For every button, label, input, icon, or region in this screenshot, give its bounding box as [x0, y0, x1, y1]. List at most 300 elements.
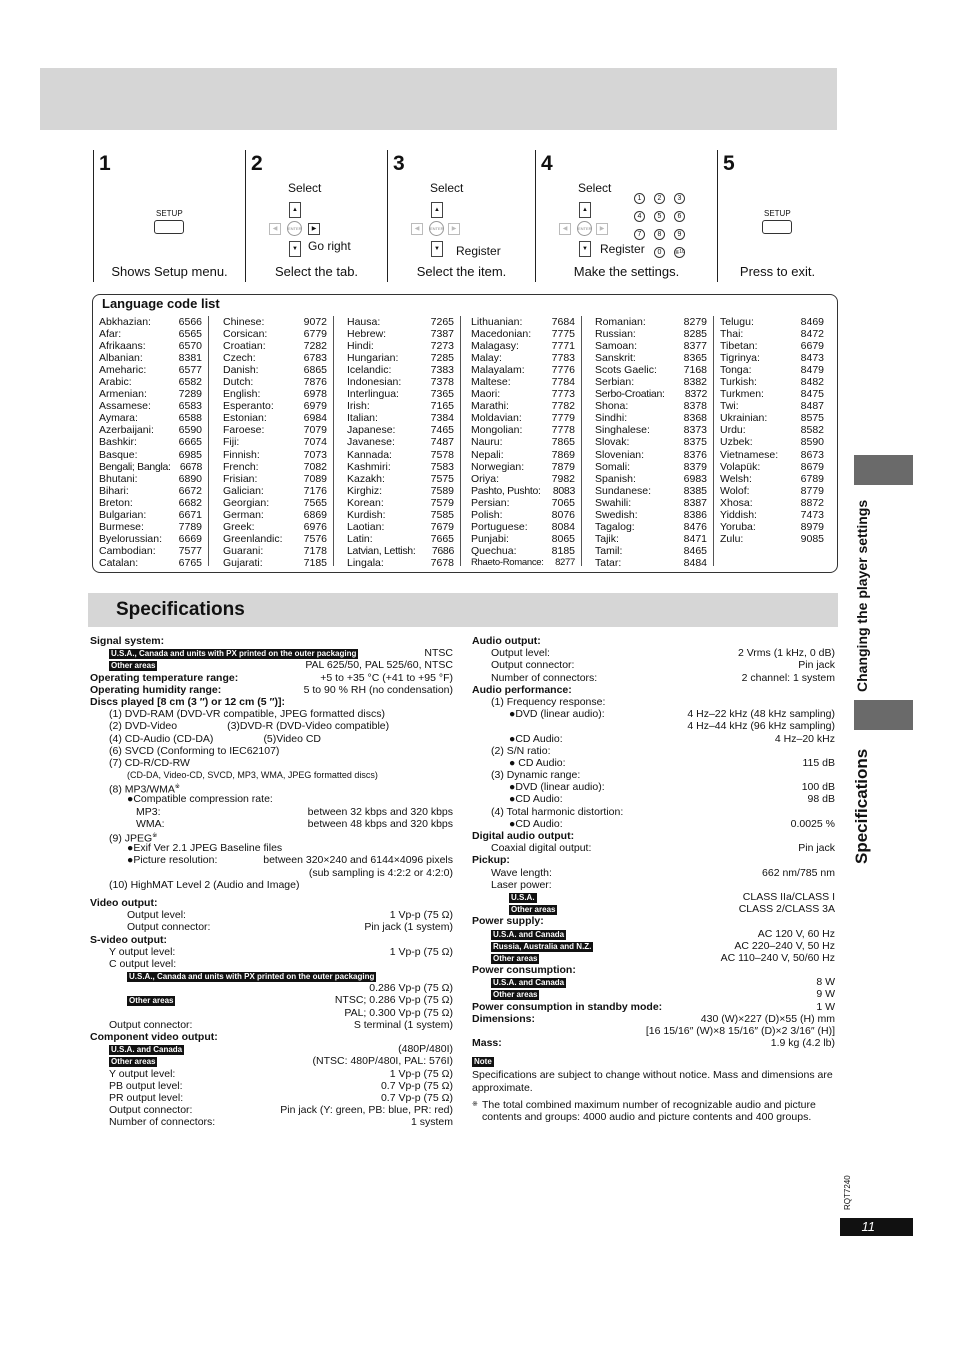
language-code: 8484 — [683, 556, 707, 569]
language-code: 8482 — [800, 376, 824, 389]
spec-value: between 32 kbps and 320 kbps — [307, 805, 453, 818]
language-code: 7383 — [430, 364, 454, 377]
language-name: Burmese: — [99, 520, 144, 533]
language-code: 7775 — [551, 328, 575, 341]
spec-value: (sub sampling is 4:2:2 or 4:2:0) — [308, 866, 453, 879]
language-name: Interlingua: — [347, 388, 399, 401]
language-row — [720, 509, 824, 521]
spec-label-text: ●Compatible compression rate: — [127, 793, 273, 806]
language-code: 7074 — [303, 436, 327, 449]
language-code: 7773 — [551, 388, 575, 401]
spec-label — [136, 806, 161, 818]
number-button-8[interactable]: 9 — [674, 229, 685, 240]
spec-row — [472, 842, 835, 854]
setup-step-5 — [717, 150, 837, 282]
language-code: 6682 — [178, 496, 202, 509]
number-button-3[interactable]: 4 — [634, 211, 645, 222]
spec-value: S terminal (1 system) — [353, 1018, 453, 1031]
language-code: 7165 — [430, 400, 454, 413]
spec-row — [90, 1031, 453, 1043]
language-name: Byelorussian: — [99, 532, 163, 545]
language-name: Welsh: — [720, 472, 752, 485]
region-tag: Russia, Australia and N.Z. — [493, 941, 592, 951]
language-row — [720, 376, 824, 388]
spec-label-text: Operating temperature range: — [90, 671, 239, 684]
language-row — [99, 340, 202, 352]
language-row — [720, 364, 824, 376]
spec-row — [472, 891, 835, 903]
number-button-7[interactable]: 8 — [654, 229, 665, 240]
left-arrow-key: ◀ — [559, 223, 571, 235]
spec-label — [90, 684, 221, 696]
spec-label — [491, 928, 566, 940]
language-code: 7576 — [303, 532, 327, 545]
spec-row — [472, 733, 835, 745]
language-name: Kannada: — [347, 448, 392, 461]
language-row — [471, 509, 575, 521]
select-label: Select — [430, 181, 464, 195]
number-button-4[interactable]: 5 — [654, 211, 665, 222]
spec-label — [109, 647, 358, 659]
language-code: 6582 — [178, 376, 202, 389]
language-row — [471, 545, 575, 557]
spec-label-text: Audio performance: — [472, 683, 572, 696]
spec-label — [109, 1055, 157, 1067]
footnote-mark: ※ — [152, 833, 158, 839]
spec-label-text: (2) S/N ratio: — [491, 744, 551, 757]
language-name: Serbian: — [595, 376, 635, 389]
setup-button-label: SETUP — [156, 209, 183, 218]
region-tag: Other areas — [111, 661, 156, 671]
language-name: English: — [223, 388, 261, 401]
spec-value: 1 system — [410, 1116, 453, 1129]
language-row — [223, 400, 327, 412]
language-name: Icelandic: — [347, 364, 392, 377]
spec-row — [90, 842, 453, 854]
language-row — [720, 533, 824, 545]
language-name: Pashto, Pushto: — [471, 484, 541, 497]
spec-row — [90, 1068, 453, 1080]
down-arrow-key[interactable]: ▼ — [431, 241, 443, 257]
language-code: 8487 — [800, 400, 824, 413]
spec-row — [472, 854, 835, 866]
number-button-6[interactable]: 7 — [634, 229, 645, 240]
number-button-9[interactable]: 0 — [654, 247, 665, 258]
spec-value: (5)Video CD — [263, 732, 322, 745]
language-name: Tatar: — [595, 556, 622, 569]
step-caption: Shows Setup menu. — [111, 264, 228, 279]
spec-row — [90, 909, 453, 921]
language-code: 7487 — [430, 436, 454, 449]
spec-row — [472, 720, 835, 732]
language-code: 8065 — [551, 532, 575, 545]
language-name: Faroese: — [223, 424, 265, 437]
number-button-2[interactable]: 3 — [674, 193, 685, 204]
language-code: 8365 — [683, 352, 707, 365]
spec-label — [491, 940, 593, 952]
language-row — [471, 364, 575, 376]
language-row — [347, 388, 454, 400]
language-code: 7782 — [551, 400, 575, 413]
down-arrow-key[interactable]: ▼ — [579, 241, 591, 257]
language-code: 7686 — [431, 544, 454, 557]
language-code: 8373 — [683, 424, 707, 437]
specifications-header — [88, 593, 838, 627]
enter-button[interactable]: ENTER — [287, 221, 302, 236]
spec-row — [472, 879, 835, 891]
language-code: 8872 — [800, 496, 824, 509]
spec-row — [90, 647, 453, 659]
language-name: Romanian: — [595, 316, 646, 328]
spec-value: 0.7 Vp-p (75 Ω) — [380, 1091, 453, 1104]
language-code: 6865 — [303, 364, 327, 377]
language-code: 7776 — [551, 364, 575, 377]
spec-value: CLASS 2/CLASS 3A — [738, 903, 835, 916]
language-row — [471, 533, 575, 545]
language-code: 8084 — [551, 520, 575, 533]
select-label: Select — [578, 181, 612, 195]
spec-label-text: ● CD Audio: — [509, 756, 566, 769]
language-row — [223, 449, 327, 461]
language-row — [720, 340, 824, 352]
left-arrow-key: ◀ — [269, 223, 281, 235]
region-tag: U.S.A. and Canada — [493, 978, 565, 988]
spec-label — [491, 647, 550, 659]
language-code: 7789 — [178, 520, 202, 533]
number-button-0[interactable]: 1 — [634, 193, 645, 204]
language-code: 7365 — [430, 388, 454, 401]
spec-value: 1 Vp-p (75 Ω) — [389, 945, 453, 958]
region-tag: U.S.A., Canada and units with PX printed on the outer packaging — [129, 972, 375, 982]
spec-label-text: Power consumption: — [472, 964, 576, 977]
spec-label-text: Operating humidity range: — [90, 683, 222, 696]
language-row — [720, 328, 824, 340]
language-name: Czech: — [223, 352, 256, 365]
language-row — [99, 364, 202, 376]
step-number: 1 — [99, 152, 111, 175]
language-code: 8379 — [683, 460, 707, 473]
language-code: 6869 — [303, 508, 327, 521]
spec-label — [109, 733, 213, 745]
enter-button[interactable]: ENTER — [429, 221, 444, 236]
step-caption: Make the settings. — [573, 264, 680, 279]
language-name: Assamese: — [99, 400, 151, 413]
spec-label — [109, 1068, 175, 1080]
language-code: 6590 — [178, 424, 202, 437]
language-row — [347, 497, 454, 509]
language-code: 7684 — [551, 316, 575, 328]
setup-button[interactable] — [762, 220, 792, 234]
language-row — [223, 533, 327, 545]
spec-label-text: Audio output: — [472, 635, 541, 647]
side-tab-changing-settings: Changing the player settings — [854, 499, 870, 692]
left-arrow-key: ◀ — [411, 223, 423, 235]
right-arrow-key[interactable]: ▶ — [308, 223, 320, 235]
language-name: Slovenian: — [595, 448, 645, 461]
spec-label-text: Output connector: — [491, 659, 575, 672]
language-code: 8277 — [555, 556, 575, 568]
spec-value: Pin jack (1 system) — [364, 921, 453, 934]
language-name: Bihari: — [99, 484, 129, 497]
spec-label — [109, 745, 279, 757]
spec-label-text: Output connector: — [109, 1018, 193, 1031]
spec-label-text: C output level: — [109, 957, 177, 970]
spec-row — [472, 1025, 835, 1037]
language-code: 8385 — [683, 484, 707, 497]
language-column-5 — [595, 316, 714, 569]
language-name: Kazakh: — [347, 472, 385, 485]
language-row — [595, 509, 707, 521]
language-column-2 — [223, 316, 334, 569]
language-name: Sanskrit: — [595, 352, 636, 365]
language-name: Kashmiri: — [347, 460, 391, 473]
spec-value: 430 (W)×227 (D)×55 (H) mm — [700, 1012, 835, 1025]
spec-value: 8 W — [816, 976, 835, 989]
language-code: 7185 — [303, 556, 327, 569]
language-code: 6565 — [178, 328, 202, 341]
region-tag: Other areas — [129, 996, 174, 1006]
spec-value: 1.9 kg (4.2 lb) — [770, 1037, 835, 1050]
language-code: 6985 — [178, 448, 202, 461]
language-code: 8590 — [800, 436, 824, 449]
language-code: 8285 — [683, 328, 707, 341]
spec-row — [90, 1055, 453, 1067]
up-arrow-key[interactable]: ▲ — [579, 202, 591, 218]
spec-value: 115 dB — [802, 756, 835, 769]
up-arrow-key[interactable]: ▲ — [289, 202, 301, 218]
language-name: Bulgarian: — [99, 508, 147, 521]
spec-label-text: Power consumption in standby mode: — [472, 1000, 663, 1013]
language-name: Maori: — [471, 388, 501, 401]
spec-row — [472, 696, 835, 708]
language-name: Fiji: — [223, 436, 240, 449]
language-row — [99, 533, 202, 545]
language-row — [595, 364, 707, 376]
language-code: 8378 — [683, 400, 707, 413]
spec-row — [472, 903, 835, 915]
step-caption: Select the tab. — [274, 264, 359, 279]
language-code: 7273 — [430, 340, 454, 353]
enter-button[interactable]: ENTER — [577, 221, 592, 236]
language-row — [347, 473, 454, 485]
setup-step-3 — [387, 150, 535, 282]
language-row — [223, 485, 327, 497]
step-number: 3 — [393, 152, 405, 175]
action-label: Go right — [308, 239, 351, 253]
language-row — [223, 557, 327, 569]
language-name: Afar: — [99, 328, 122, 341]
right-arrow-key: ▶ — [448, 223, 460, 235]
language-row — [223, 497, 327, 509]
spec-row — [90, 793, 453, 805]
spec-row — [472, 684, 835, 696]
spec-label — [491, 879, 552, 891]
number-button-10[interactable]: ≧10 — [674, 247, 685, 258]
language-name: Swahili: — [595, 496, 632, 509]
spec-label-text: ●CD Audio: — [509, 817, 563, 830]
language-code: 6566 — [178, 316, 202, 328]
spec-row — [90, 781, 453, 796]
spec-label — [90, 635, 164, 647]
region-tag: U.S.A., Canada and units with PX printed on the outer packaging — [111, 649, 357, 659]
spec-value: between 320×240 and 6144×4096 pixels — [263, 854, 453, 867]
spec-row — [472, 1001, 835, 1013]
language-code: 8387 — [683, 496, 707, 509]
spec-label-text: Output level: — [491, 647, 550, 660]
spec-value: AC 120 V, 60 Hz — [757, 927, 835, 940]
spec-label — [491, 696, 605, 708]
side-tab-specifications: Specifications — [852, 748, 871, 864]
language-name: Greenlandic: — [223, 532, 283, 545]
language-row — [223, 461, 327, 473]
language-code: 8582 — [800, 424, 824, 437]
number-button-5[interactable]: 6 — [674, 211, 685, 222]
language-row — [223, 364, 327, 376]
language-name: Greek: — [223, 520, 255, 533]
spec-value: 5 to 90 % RH (no condensation) — [303, 683, 453, 696]
language-name: Bengali; Bangla: — [99, 460, 171, 473]
spec-label-text: (9) JPEG — [109, 832, 153, 845]
language-name: Danish: — [223, 364, 259, 377]
setup-button[interactable] — [154, 220, 184, 234]
language-name: Xhosa: — [720, 496, 753, 509]
spec-value: 0.286 Vp-p (75 Ω) — [369, 982, 453, 995]
spec-label-text: (6) SVCD (Conforming to IEC62107) — [109, 744, 280, 757]
language-name: Volapük: — [720, 460, 761, 473]
language-row — [223, 473, 327, 485]
language-row — [471, 461, 575, 473]
spec-row — [472, 1037, 835, 1049]
language-name: Azerbaijani: — [99, 424, 154, 437]
language-name: Swedish: — [595, 508, 638, 521]
region-tag: U.S.A. and Canada — [493, 929, 565, 939]
spec-label — [472, 915, 544, 927]
action-label: Register — [456, 244, 501, 258]
spec-label-text: Power supply: — [472, 915, 544, 928]
language-name: Malayalam: — [471, 364, 525, 377]
language-name: Tajik: — [595, 532, 619, 545]
spec-row — [90, 659, 453, 671]
language-name: Vietnamese: — [720, 448, 779, 461]
language-row — [347, 352, 454, 364]
language-code: 8475 — [800, 388, 824, 401]
language-row — [595, 412, 707, 424]
spec-row — [90, 1116, 453, 1128]
spec-row — [472, 757, 835, 769]
language-row — [471, 497, 575, 509]
spec-label — [109, 879, 299, 891]
language-name: Hungarian: — [347, 352, 399, 365]
spec-row — [90, 733, 453, 745]
language-row — [347, 509, 454, 521]
spec-label — [109, 830, 158, 845]
up-arrow-key[interactable]: ▲ — [431, 202, 443, 218]
spec-row — [472, 793, 835, 805]
language-code: 8368 — [683, 412, 707, 425]
language-code: 8473 — [800, 352, 824, 365]
spec-row — [472, 672, 835, 684]
language-row — [347, 424, 454, 436]
spec-label-text: Number of connectors: — [109, 1116, 216, 1129]
spec-label — [109, 1104, 192, 1116]
language-row — [595, 473, 707, 485]
spec-value: [16 15/16″ (W)×8 15/16″ (D)×2 3/16″ (H)] — [645, 1025, 835, 1037]
language-row — [720, 316, 824, 328]
language-row — [99, 328, 202, 340]
language-name: Russian: — [595, 328, 636, 341]
language-code: 7065 — [551, 496, 575, 509]
spec-label-text: (4) CD-Audio (CD-DA) — [109, 732, 214, 745]
language-name: Malagasy: — [471, 340, 519, 353]
language-code: 8472 — [800, 328, 824, 341]
spec-label — [472, 684, 572, 696]
spec-label — [509, 733, 563, 745]
spec-label-text: MP3: — [136, 805, 161, 818]
spec-label — [109, 946, 175, 958]
language-code: 8479 — [800, 364, 824, 377]
spec-label-text: Wave length: — [491, 866, 552, 879]
number-button-1[interactable]: 2 — [654, 193, 665, 204]
language-name: Tamil: — [595, 544, 623, 557]
language-code: 8376 — [683, 448, 707, 461]
specs-right-column — [472, 635, 835, 1049]
language-row — [471, 473, 575, 485]
language-row — [720, 473, 824, 485]
spec-row — [90, 854, 453, 866]
language-code: 7579 — [430, 496, 454, 509]
step-caption: Press to exit. — [739, 264, 816, 279]
language-name: Polish: — [471, 508, 503, 521]
language-name: Oriya: — [471, 472, 500, 485]
spec-row — [90, 830, 453, 845]
language-row — [595, 376, 707, 388]
language-code: 8679 — [800, 460, 824, 473]
spec-row — [472, 867, 835, 879]
spec-value: 0.0025 % — [790, 817, 835, 830]
spec-row — [472, 635, 835, 647]
spec-value: Pin jack — [798, 842, 835, 855]
down-arrow-key[interactable]: ▼ — [289, 241, 301, 257]
language-name: Japanese: — [347, 424, 396, 437]
page-number: 11 — [861, 1219, 875, 1234]
language-row — [595, 545, 707, 557]
spec-label — [127, 994, 175, 1006]
language-code: 9085 — [800, 532, 824, 545]
spec-label — [472, 1001, 662, 1013]
language-name: Abkhazian: — [99, 316, 151, 328]
language-row — [99, 557, 202, 569]
spec-row — [90, 867, 453, 879]
language-row — [99, 316, 202, 328]
language-name: German: — [223, 508, 264, 521]
spec-label-text: ●DVD (linear audio): — [509, 781, 605, 794]
language-row — [720, 485, 824, 497]
language-code: 7982 — [551, 472, 575, 485]
language-row — [99, 376, 202, 388]
language-name: Korean: — [347, 496, 384, 509]
language-code: 6978 — [303, 388, 327, 401]
note-text: Specifications are subject to change without notice. Mass and dimensions are approximate. — [472, 1068, 833, 1094]
spec-row — [90, 1007, 453, 1019]
spec-label-text: Coaxial digital output: — [491, 842, 592, 855]
spec-label — [90, 1031, 218, 1043]
language-code: 7577 — [178, 544, 202, 557]
language-row — [471, 521, 575, 533]
spec-label — [109, 781, 180, 796]
language-row — [223, 436, 327, 448]
language-row — [99, 412, 202, 424]
language-code: 6765 — [178, 556, 202, 569]
